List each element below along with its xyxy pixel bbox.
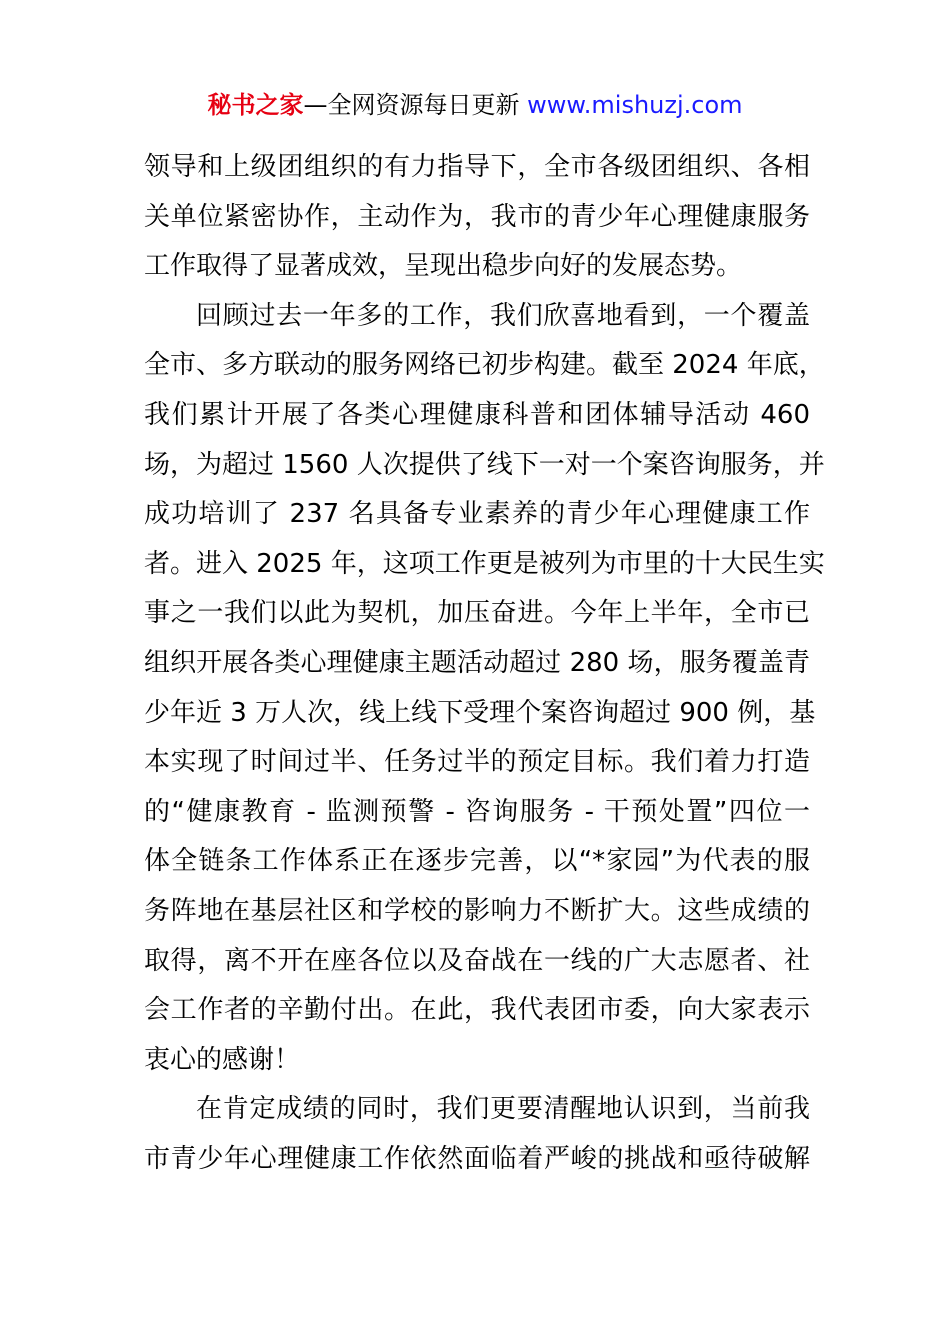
- text-line: 全市、多方联动的服务网络已初步构建。截至 2024 年底，: [144, 350, 825, 381]
- text-line: 场，为超过 1560 人次提供了线下一对一个案咨询服务，并: [144, 449, 825, 480]
- text-line: 衷心的感谢！: [144, 1044, 301, 1075]
- text-line: 回顾过去一年多的工作，我们欣喜地看到，一个覆盖: [196, 300, 810, 331]
- text-line: 工作取得了显著成效，呈现出稳步向好的发展态势。: [144, 251, 743, 282]
- document-body: [144, 143, 825, 1184]
- text-line: 务阵地在基层社区和学校的影响力不断扩大。这些成绩的: [144, 895, 810, 926]
- site-header: [0, 88, 950, 122]
- text-line: 取得，离不开在座各位以及奋战在一线的广大志愿者、社: [144, 945, 810, 976]
- text-line: 关单位紧密协作，主动作为，我市的青少年心理健康服务: [144, 201, 810, 232]
- text-line: 会工作者的辛勤付出。在此，我代表团市委，向大家表示: [144, 995, 810, 1026]
- text-line: 本实现了时间过半、任务过半的预定目标。我们着力打造: [144, 747, 810, 778]
- text-line: 少年近 3 万人次，线上线下受理个案咨询超过 900 例，基: [144, 697, 816, 728]
- text-line: 在肯定成绩的同时，我们更要清醒地认识到，当前我: [196, 1094, 810, 1125]
- text-line: 领导和上级团组织的有力指导下，全市各级团组织、各相: [144, 152, 810, 182]
- text-line: 成功培训了 237 名具备专业素养的青少年心理健康工作: [144, 499, 810, 530]
- text-line: 者。进入 2025 年，这项工作更是被列为市里的十大民生实: [144, 548, 825, 579]
- text-line: 事之一我们以此为契机，加压奋进。今年上半年，全市已: [144, 598, 810, 629]
- site-tagline: —全网资源每日更新: [303, 91, 528, 119]
- text-line: 我们累计开展了各类心理健康科普和团体辅导活动 460: [144, 399, 810, 430]
- site-brand: 秘书之家: [207, 91, 304, 119]
- text-line: 市青少年心理健康工作依然面临着严峻的挑战和亟待破解: [144, 1143, 810, 1174]
- text-line: 组织开展各类心理健康主题活动超过 280 场，服务覆盖青: [144, 647, 810, 678]
- site-url: www.mishuzj.com: [527, 91, 743, 119]
- text-line: 的“健康教育 - 监测预警 - 咨询服务 - 干预处置”四位一: [144, 796, 810, 827]
- text-line: 体全链条工作体系正在逐步完善，以“*家园”为代表的服: [144, 846, 810, 877]
